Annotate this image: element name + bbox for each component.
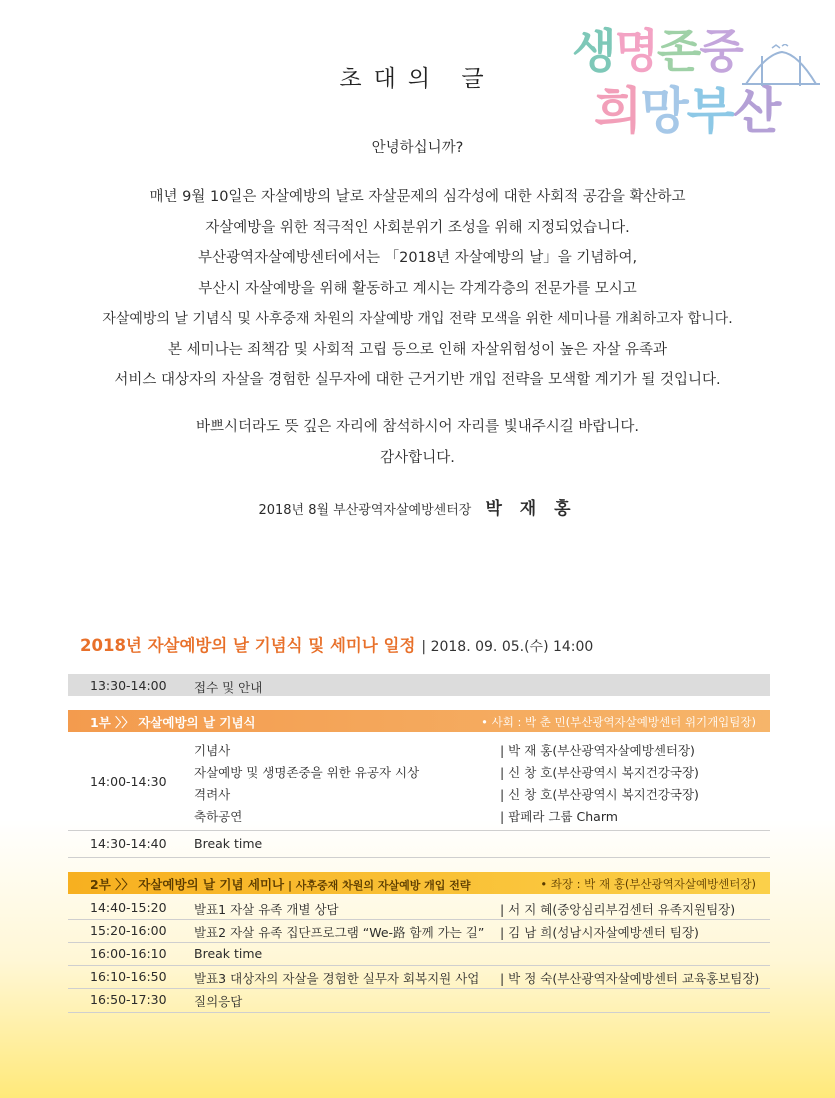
body-line: 자살예방을 위한 적극적인 사회분위기 조성을 위해 지정되었습니다.	[205, 219, 630, 236]
greeting: 안녕하십니까?	[371, 140, 464, 156]
invitation-title: 초대의 글	[339, 66, 496, 92]
row-time: 16:00-16:10	[90, 946, 167, 961]
row-item: 발표1 자살 유족 개별 상담	[194, 902, 339, 917]
part2-host: • 좌장 : 박 재 홍(부산광역자살예방센터장)	[540, 877, 756, 891]
row-divider	[68, 919, 770, 920]
invitation-body	[0, 182, 835, 396]
row-divider	[68, 857, 770, 858]
row-divider	[68, 965, 770, 966]
part1-label: 1부 〉〉 자살예방의 날 기념식	[90, 715, 256, 730]
logo-line1: 생명존중	[572, 24, 742, 78]
part1-item: 자살예방 및 생명존중을 위한 유공자 시상	[194, 765, 420, 780]
schedule-title-text: 2018년 자살예방의 날 기념식 및 세미나 일정	[80, 636, 416, 655]
break-time: 14:30-14:40	[90, 836, 167, 851]
row-item: 발표2 자살 유족 집단프로그램 “We-路 함께 가는 길”	[194, 925, 485, 940]
row-speaker: | 박 정 숙(부산광역자살예방센터 교육홍보팀장)	[500, 971, 760, 986]
row-time: 14:40-15:20	[90, 900, 167, 915]
row-divider	[68, 942, 770, 943]
closing-line: 감사합니다.	[380, 449, 455, 466]
row-time: 13:30-14:00	[90, 678, 167, 693]
part1-header	[68, 710, 770, 732]
body-line: 자살예방의 날 기념식 및 사후중재 차원의 자살예방 개입 전략 모색을 위한 세미나를 개최하고자 합니다.	[102, 311, 733, 327]
closing-line: 바쁘시더라도 뜻 깊은 자리에 참석하시어 자리를 빛내주시길 바랍니다.	[195, 419, 640, 435]
row-item: Break time	[194, 946, 263, 961]
row-time: 16:50-17:30	[90, 992, 167, 1007]
schedule-title	[80, 632, 593, 656]
part2-header	[68, 872, 770, 894]
part1-speaker: | 팝페라 그룹 Charm	[500, 809, 618, 824]
part1-speaker: | 박 재 홍(부산광역자살예방센터장)	[500, 743, 695, 758]
row-divider	[68, 988, 770, 989]
body-line: 서비스 대상자의 자살을 경험한 실무자에 대한 근거기반 개입 전략을 모색할 계기가 될 것입니다.	[114, 372, 721, 388]
row-time: 15:20-16:00	[90, 923, 167, 938]
part2-subtitle: | 사후중재 차원의 자살예방 개입 전략	[284, 879, 471, 892]
break-label: Break time	[194, 836, 263, 851]
body-line: 부산광역자살예방센터에서는 「2018년 자살예방의 날」을 기념하여,	[197, 250, 638, 266]
part1-speaker: | 신 창 호(부산광역시 복지건강국장)	[500, 765, 699, 780]
reception-row	[68, 674, 770, 696]
part2-label	[90, 875, 471, 893]
row-divider	[68, 1012, 770, 1013]
invitation-closing	[0, 412, 835, 473]
part2-label-text: 2부 〉〉 자살예방의 날 기념 세미나	[90, 877, 285, 892]
signature	[0, 494, 835, 519]
part1-speaker: | 신 창 호(부산광역시 복지건강국장)	[500, 787, 699, 802]
row-item: 접수 및 안내	[194, 680, 263, 695]
row-item: 질의응답	[194, 994, 243, 1009]
part1-host: • 사회 : 박 춘 민(부산광역자살예방센터 위기개입팀장)	[481, 715, 756, 729]
body-line: 본 세미나는 죄책감 및 사회적 고립 등으로 인해 자살위험성이 높은 자살 유족과	[168, 341, 667, 358]
signature-name: 박 재 홍	[485, 499, 577, 519]
row-time: 16:10-16:50	[90, 969, 167, 984]
row-divider	[68, 830, 770, 831]
part1-item: 축하공연	[194, 809, 243, 824]
logo-line2: 희망부산	[594, 82, 780, 140]
row-speaker: | 김 남 희(성남시자살예방센터 팀장)	[500, 925, 699, 940]
row-item: 발표3 대상자의 자살을 경험한 실무자 회복지원 사업	[194, 971, 480, 986]
body-line: 부산시 자살예방을 위해 활동하고 계시는 각계각층의 전문가를 모시고	[198, 280, 637, 297]
part1-item: 격려사	[194, 787, 231, 802]
part1-time: 14:00-14:30	[90, 774, 167, 789]
schedule-date: | 2018. 09. 05.(수) 14:00	[421, 639, 594, 655]
body-line: 매년 9월 10일은 자살예방의 날로 자살문제의 심각성에 대한 사회적 공감을 확산하고	[149, 189, 686, 205]
row-speaker: | 서 지 혜(중앙심리부검센터 유족지원팀장)	[500, 902, 736, 917]
signature-date-org: 2018년 8월 부산광역자살예방센터장	[258, 503, 472, 518]
part1-item: 기념사	[194, 743, 231, 758]
